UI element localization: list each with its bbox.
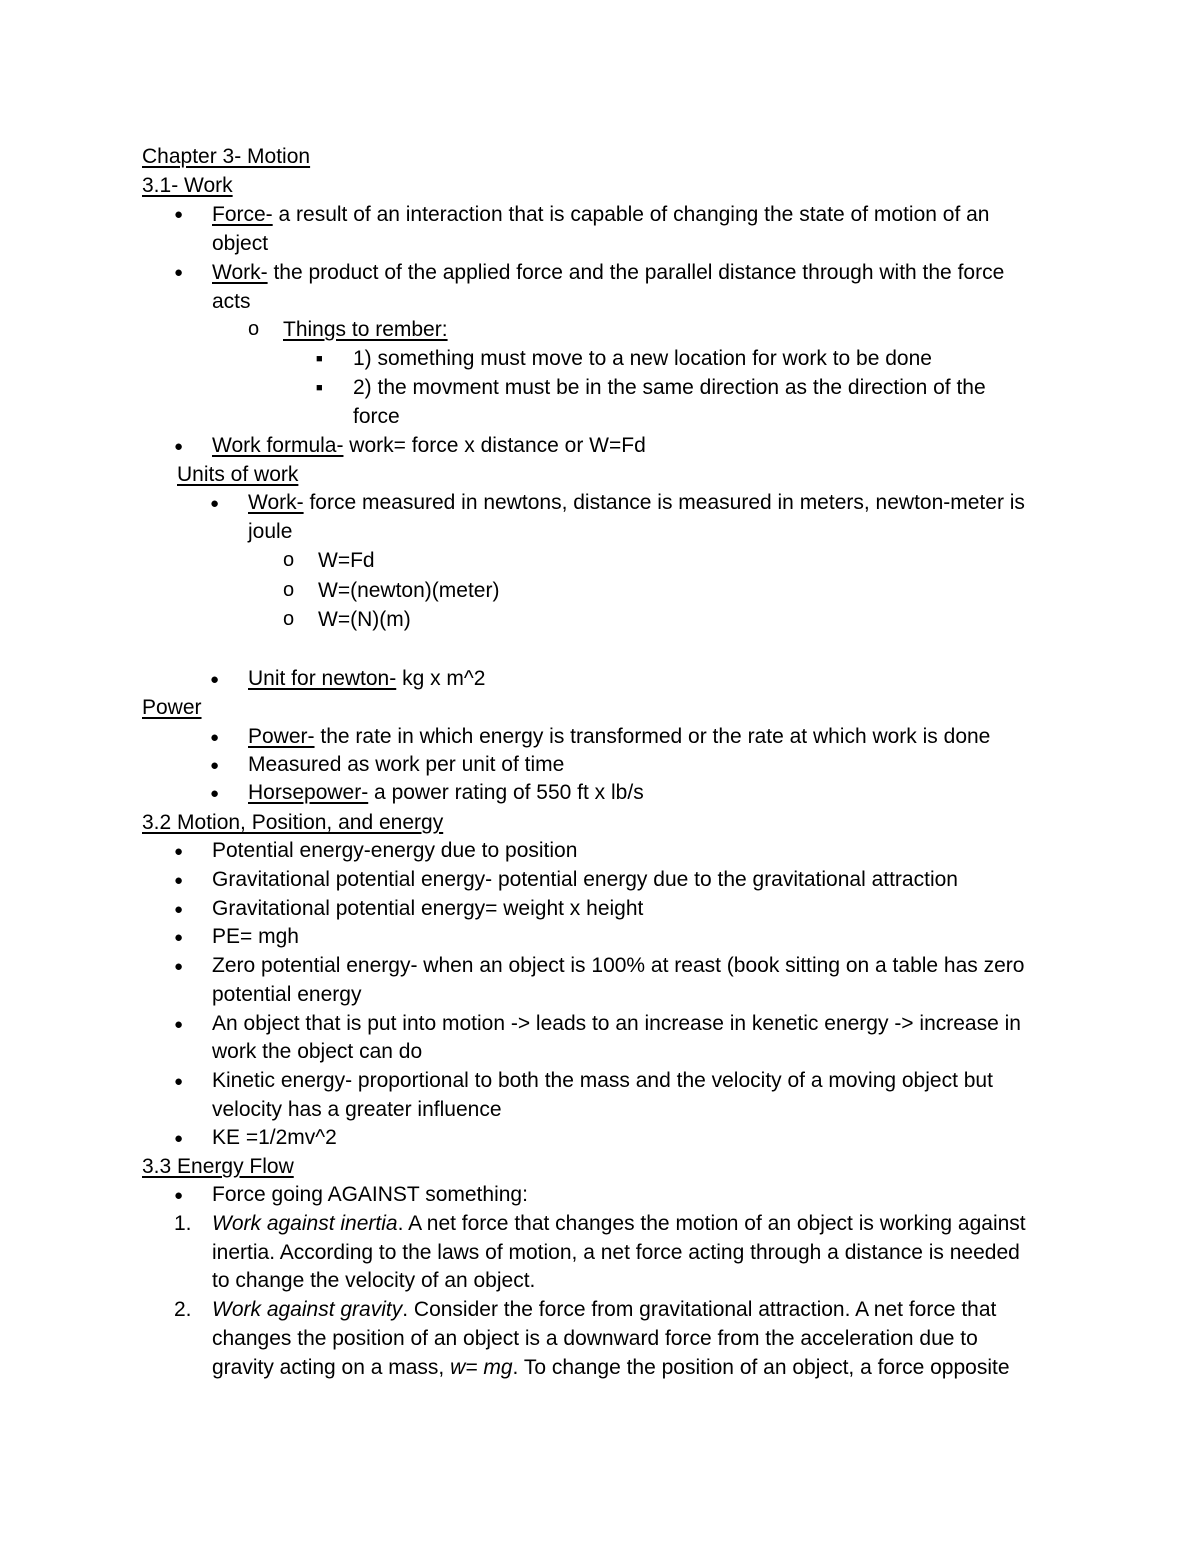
section-heading-3-2: 3.2 Motion, Position, and energy <box>142 811 444 834</box>
list-item: Gravitational potential energy- potential energy due to the gravitational attraction <box>212 868 958 891</box>
list-item-force: Force- a result of an interaction that is capable of changing the state of motion of an <box>212 203 990 226</box>
list-item-measured: Measured as work per unit of time <box>248 753 565 776</box>
list-item: Kinetic energy- proportional to both the mass and the velocity of a moving object but <box>212 1069 993 1092</box>
bullet-icon: ● <box>174 872 184 889</box>
bullet-icon: ● <box>210 671 220 688</box>
bullet-icon: ● <box>210 785 220 802</box>
list-item-work-units: Work- force measured in newtons, distance is measured in meters, newton-meter is <box>248 491 1025 514</box>
list-item-cont: work the object can do <box>212 1040 423 1063</box>
formula-line-2: W=(newton)(meter) <box>318 579 500 602</box>
list-item: Force going AGAINST something: <box>212 1183 528 1206</box>
bullet-icon: ● <box>174 843 184 860</box>
bullet-icon: ● <box>174 206 184 223</box>
power-heading: Power <box>142 696 202 719</box>
list-item-work-units-cont: joule <box>248 520 293 543</box>
formula-line-1: W=Fd <box>318 549 375 572</box>
bullet-icon: ● <box>210 495 220 512</box>
list-number: 1. <box>174 1212 192 1235</box>
circle-bullet-icon: o <box>283 579 295 601</box>
sub-sub-item-2-cont: force <box>353 405 400 428</box>
bullet-icon: ● <box>174 1073 184 1090</box>
numbered-item-2: Work against gravity. Consider the force from gravitational attraction. A net force that <box>212 1298 997 1321</box>
list-item: Gravitational potential energy= weight x height <box>212 897 644 920</box>
section-heading-3-3: 3.3 Energy Flow <box>142 1155 294 1178</box>
list-item-work: Work- the product of the applied force and the parallel distance through with the force <box>212 261 1005 284</box>
list-item-work-formula: Work formula- work= force x distance or W=Fd <box>212 434 646 457</box>
bullet-icon: ● <box>174 264 184 281</box>
chapter-title: Chapter 3- Motion <box>142 145 311 168</box>
section-heading-3-1: 3.1- Work <box>142 174 233 197</box>
bullet-icon: ● <box>174 901 184 918</box>
circle-bullet-icon: o <box>283 608 295 630</box>
list-item: Zero potential energy- when an object is 100% at reast (book sitting on a table has zero <box>212 954 1025 977</box>
numbered-item-2-cont: gravity acting on a mass, w= mg. To change the position of an object, a force opposite <box>212 1356 1010 1379</box>
list-item-horsepower: Horsepower- a power rating of 550 ft x lb/s <box>248 781 644 804</box>
list-item-cont: potential energy <box>212 983 362 1006</box>
bullet-icon: ● <box>174 1016 184 1033</box>
units-of-work-heading: Units of work <box>177 463 299 486</box>
sub-sub-item-1: 1) something must move to a new location for work to be done <box>353 347 932 370</box>
bullet-icon: ● <box>210 729 220 746</box>
square-bullet-icon: ■ <box>316 353 323 365</box>
list-item-power: Power- the rate in which energy is transformed or the rate at which work is done <box>248 725 991 748</box>
numbered-item-2-cont: changes the position of an object is a downward force from the acceleration due to <box>212 1327 978 1350</box>
list-item: An object that is put into motion -> leads to an increase in kenetic energy -> increase in <box>212 1012 1021 1035</box>
bullet-icon: ● <box>174 1187 184 1204</box>
list-item-force-cont: object <box>212 232 269 255</box>
numbered-item-1: Work against inertia. A net force that changes the motion of an object is working against <box>212 1212 1026 1235</box>
bullet-icon: ● <box>174 929 184 946</box>
bullet-icon: ● <box>210 757 220 774</box>
sub-sub-item-2: 2) the movment must be in the same direction as the direction of the <box>353 376 986 399</box>
list-item-work-cont: acts <box>212 290 251 313</box>
square-bullet-icon: ■ <box>316 382 323 394</box>
list-item-cont: velocity has a greater influence <box>212 1098 502 1121</box>
bullet-icon: ● <box>174 1130 184 1147</box>
formula-line-3: W=(N)(m) <box>318 608 411 631</box>
list-item-unit-newton: Unit for newton- kg x m^2 <box>248 667 486 690</box>
numbered-item-1-cont: to change the velocity of an object. <box>212 1269 536 1292</box>
circle-bullet-icon: o <box>248 318 260 340</box>
circle-bullet-icon: o <box>283 549 295 571</box>
numbered-item-1-cont: inertia. According to the laws of motion, a net force acting through a distance is needed <box>212 1241 1020 1264</box>
list-item: PE= mgh <box>212 925 299 948</box>
bullet-icon: ● <box>174 438 184 455</box>
list-number: 2. <box>174 1298 192 1321</box>
sub-item-things-to-rember: Things to rember: <box>283 318 448 341</box>
bullet-icon: ● <box>174 958 184 975</box>
list-item: Potential energy-energy due to position <box>212 839 578 862</box>
list-item: KE =1/2mv^2 <box>212 1126 337 1149</box>
